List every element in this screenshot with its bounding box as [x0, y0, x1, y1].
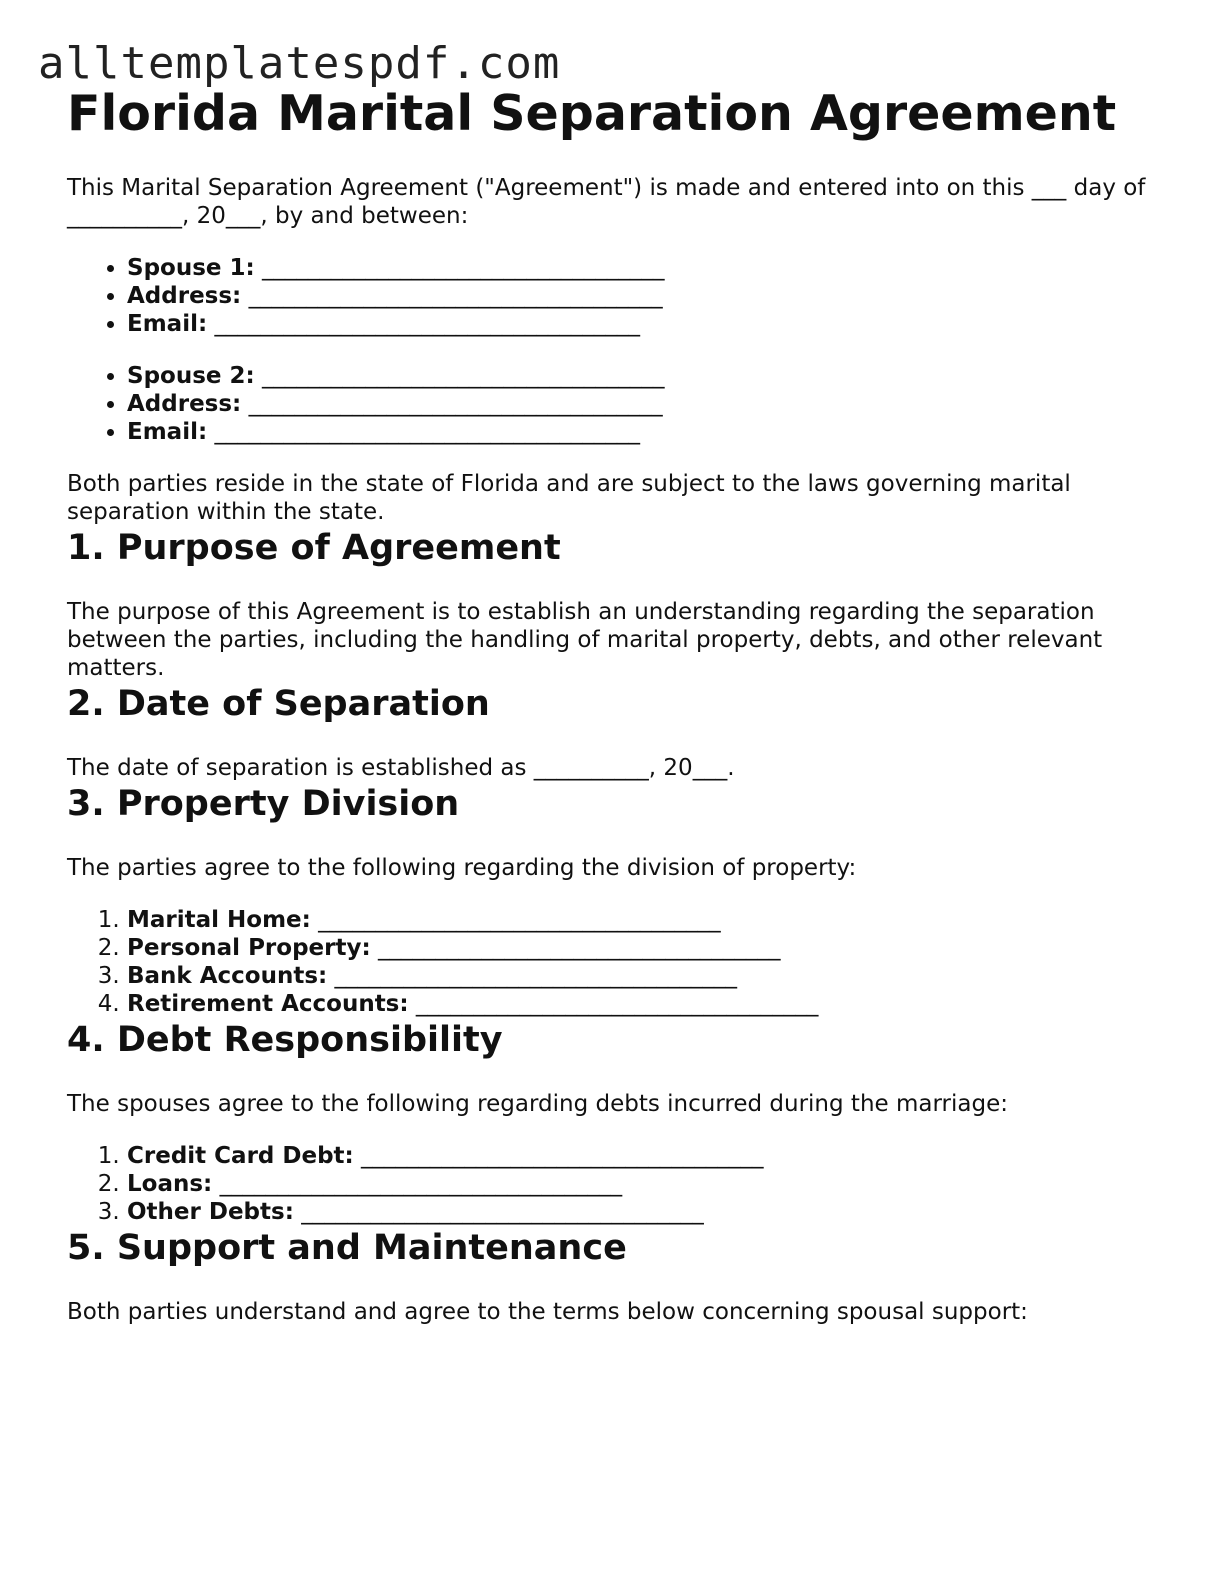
spouse-1-email-label: Email:: [127, 311, 208, 337]
spouse-2-name-field[interactable]: ___________________________________: [262, 363, 665, 389]
spouse-2-name-label: Spouse 2:: [127, 363, 255, 389]
debt-loans-field[interactable]: ___________________________________: [219, 1171, 623, 1197]
debt-credit-card-label: Credit Card Debt:: [127, 1143, 354, 1169]
spouse-1-email-field[interactable]: _____________________________________: [214, 311, 640, 337]
spouse-2-details: [67, 362, 1157, 446]
spouse-2-address-line: [127, 390, 1157, 418]
list-item: [127, 906, 1157, 934]
residence-paragraph: Both parties reside in the state of Florida and are subject to the laws governing marital separation within the state.: [67, 471, 1071, 525]
debt-loans-label: Loans:: [127, 1171, 213, 1197]
section-debt-heading: 4. Debt Responsibility: [67, 1020, 503, 1060]
property-retirement-accounts-label: Retirement Accounts:: [127, 991, 409, 1017]
list-item: [127, 990, 1157, 1018]
intro-paragraph: This Marital Separation Agreement ("Agreement") is made and entered into on this ___ day of __________, 20___, by and between:: [67, 175, 1146, 229]
property-personal-property-label: Personal Property:: [127, 935, 371, 961]
spouse-1-address-field[interactable]: ____________________________________: [248, 283, 663, 309]
property-personal-property-field[interactable]: ___________________________________: [377, 935, 781, 961]
section-property-heading: 3. Property Division: [67, 784, 460, 824]
section-date-text: The date of separation is established as __________, 20___.: [67, 755, 735, 781]
spouse-1-details: [67, 254, 1157, 338]
section-date-heading: 2. Date of Separation: [67, 684, 490, 724]
list-item: [127, 1198, 1157, 1226]
list-item: [127, 934, 1157, 962]
section-support-text: Both parties understand and agree to the terms below concerning spousal support:: [67, 1299, 1028, 1325]
section-property-text: The parties agree to the following regarding the division of property:: [67, 855, 857, 881]
property-retirement-accounts-field[interactable]: ___________________________________: [415, 991, 819, 1017]
spouse-1-email-line: [127, 310, 1157, 338]
spouse-1-name-line: [127, 254, 1157, 282]
spouse-2-name-line: [127, 362, 1157, 390]
property-list: [67, 906, 1157, 1018]
property-marital-home-label: Marital Home:: [127, 907, 311, 933]
spouse-1-address-line: [127, 282, 1157, 310]
section-support-heading: 5. Support and Maintenance: [67, 1228, 627, 1268]
spouse-2-email-line: [127, 418, 1157, 446]
spouse-2-email-label: Email:: [127, 419, 208, 445]
spouse-1-name-label: Spouse 1:: [127, 255, 255, 281]
document-title: Florida Marital Separation Agreement: [67, 85, 1117, 142]
document-page: [67, 84, 1157, 1326]
list-item: [127, 1170, 1157, 1198]
debt-credit-card-field[interactable]: ___________________________________: [361, 1143, 764, 1169]
property-marital-home-field[interactable]: ___________________________________: [318, 907, 721, 933]
property-bank-accounts-field[interactable]: ___________________________________: [334, 963, 738, 989]
section-debt-text: The spouses agree to the following regarding debts incurred during the marriage:: [67, 1091, 1008, 1117]
site-watermark: alltemplatespdf.com: [38, 38, 561, 89]
section-purpose-heading: 1. Purpose of Agreement: [67, 528, 561, 568]
debt-other-label: Other Debts:: [127, 1199, 294, 1225]
debt-other-field[interactable]: ___________________________________: [301, 1199, 704, 1225]
list-item: [127, 1142, 1157, 1170]
section-purpose-text: The purpose of this Agreement is to establish an understanding regarding the separation between the parties, including the handling of marital property, debts, and other relevant matters.: [67, 599, 1103, 681]
spouse-2-email-field[interactable]: _____________________________________: [214, 419, 640, 445]
spouse-1-address-label: Address:: [127, 283, 242, 309]
debt-list: [67, 1142, 1157, 1226]
spouse-1-name-field[interactable]: ___________________________________: [262, 255, 665, 281]
spouse-2-address-field[interactable]: ____________________________________: [248, 391, 663, 417]
property-bank-accounts-label: Bank Accounts:: [127, 963, 328, 989]
list-item: [127, 962, 1157, 990]
spouse-2-address-label: Address:: [127, 391, 242, 417]
